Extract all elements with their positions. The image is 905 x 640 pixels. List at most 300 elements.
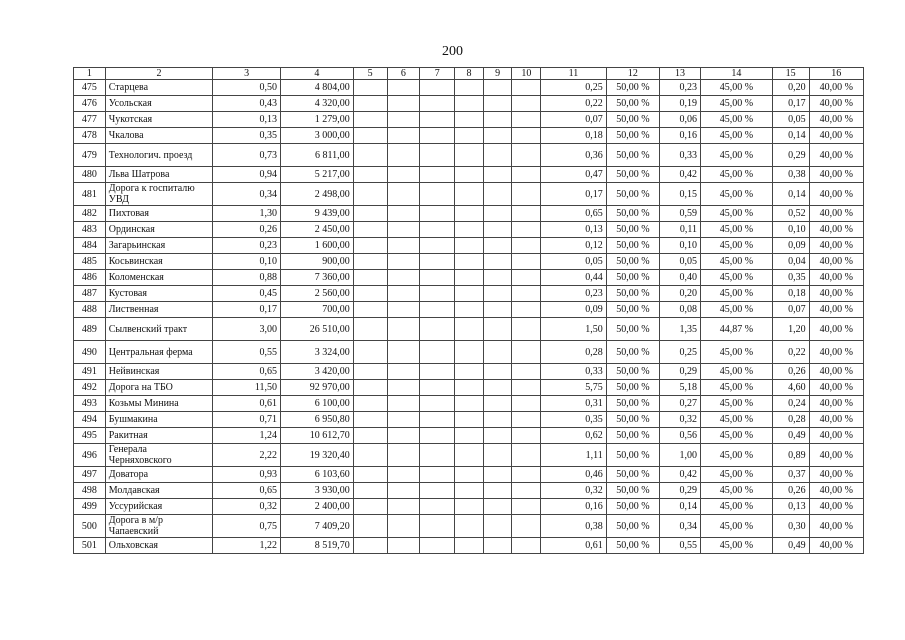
value-cell: 0,89 bbox=[772, 444, 809, 467]
empty-cell bbox=[455, 144, 484, 167]
empty-cell bbox=[512, 380, 541, 396]
value-cell: 50,00 % bbox=[606, 144, 659, 167]
empty-cell bbox=[483, 412, 512, 428]
value-cell: 50,00 % bbox=[606, 128, 659, 144]
value-cell: 0,38 bbox=[541, 515, 607, 538]
value-cell: 0,35 bbox=[213, 128, 281, 144]
street-name-cell: Кустовая bbox=[105, 286, 213, 302]
value-cell: 40,00 % bbox=[809, 183, 863, 206]
empty-cell bbox=[387, 396, 420, 412]
empty-cell bbox=[455, 499, 484, 515]
street-name-cell: Дорога в м/р Чапаевский bbox=[105, 515, 213, 538]
empty-cell bbox=[353, 396, 387, 412]
empty-cell bbox=[387, 96, 420, 112]
empty-cell bbox=[483, 254, 512, 270]
value-cell: 0,09 bbox=[772, 238, 809, 254]
value-cell: 40,00 % bbox=[809, 144, 863, 167]
street-name-cell: Усольская bbox=[105, 96, 213, 112]
value-cell: 1,22 bbox=[213, 538, 281, 554]
empty-cell bbox=[420, 318, 455, 341]
table-row bbox=[74, 112, 864, 128]
value-cell: 40,00 % bbox=[809, 396, 863, 412]
column-number-cell: 10 bbox=[512, 68, 541, 80]
value-cell: 1,24 bbox=[213, 428, 281, 444]
row-number-cell: 489 bbox=[74, 318, 106, 341]
street-name-cell: Чукотская bbox=[105, 112, 213, 128]
value-cell: 2 400,00 bbox=[280, 499, 353, 515]
value-cell: 6 103,60 bbox=[280, 467, 353, 483]
table-row bbox=[74, 483, 864, 499]
street-name-cell: Доватора bbox=[105, 467, 213, 483]
value-cell: 50,00 % bbox=[606, 96, 659, 112]
value-cell: 45,00 % bbox=[701, 302, 773, 318]
empty-cell bbox=[512, 286, 541, 302]
row-number-cell: 485 bbox=[74, 254, 106, 270]
value-cell: 0,46 bbox=[541, 467, 607, 483]
table-row bbox=[74, 96, 864, 112]
value-cell: 0,08 bbox=[660, 302, 701, 318]
row-number-cell: 483 bbox=[74, 222, 106, 238]
value-cell: 0,13 bbox=[213, 112, 281, 128]
value-cell: 0,45 bbox=[213, 286, 281, 302]
empty-cell bbox=[455, 128, 484, 144]
empty-cell bbox=[420, 183, 455, 206]
value-cell: 40,00 % bbox=[809, 412, 863, 428]
value-cell: 40,00 % bbox=[809, 128, 863, 144]
value-cell: 45,00 % bbox=[701, 112, 773, 128]
empty-cell bbox=[420, 254, 455, 270]
value-cell: 5,18 bbox=[660, 380, 701, 396]
value-cell: 0,73 bbox=[213, 144, 281, 167]
value-cell: 50,00 % bbox=[606, 467, 659, 483]
empty-cell bbox=[512, 144, 541, 167]
value-cell: 0,59 bbox=[660, 206, 701, 222]
empty-cell bbox=[420, 238, 455, 254]
value-cell: 0,05 bbox=[541, 254, 607, 270]
value-cell: 45,00 % bbox=[701, 444, 773, 467]
empty-cell bbox=[483, 183, 512, 206]
empty-cell bbox=[420, 396, 455, 412]
empty-cell bbox=[420, 467, 455, 483]
empty-cell bbox=[387, 364, 420, 380]
empty-cell bbox=[483, 396, 512, 412]
value-cell: 0,19 bbox=[660, 96, 701, 112]
empty-cell bbox=[420, 128, 455, 144]
value-cell: 50,00 % bbox=[606, 380, 659, 396]
value-cell: 0,18 bbox=[772, 286, 809, 302]
value-cell: 0,42 bbox=[660, 467, 701, 483]
empty-cell bbox=[455, 341, 484, 364]
value-cell: 6 811,00 bbox=[280, 144, 353, 167]
value-cell: 45,00 % bbox=[701, 412, 773, 428]
empty-cell bbox=[483, 286, 512, 302]
value-cell: 0,13 bbox=[541, 222, 607, 238]
value-cell: 45,00 % bbox=[701, 364, 773, 380]
empty-cell bbox=[512, 318, 541, 341]
value-cell: 50,00 % bbox=[606, 270, 659, 286]
empty-cell bbox=[420, 112, 455, 128]
value-cell: 50,00 % bbox=[606, 444, 659, 467]
empty-cell bbox=[353, 222, 387, 238]
empty-cell bbox=[387, 467, 420, 483]
empty-cell bbox=[387, 380, 420, 396]
value-cell: 0,11 bbox=[660, 222, 701, 238]
empty-cell bbox=[455, 538, 484, 554]
value-cell: 0,09 bbox=[541, 302, 607, 318]
street-name-cell: Загарьинская bbox=[105, 238, 213, 254]
value-cell: 0,20 bbox=[660, 286, 701, 302]
empty-cell bbox=[353, 238, 387, 254]
empty-cell bbox=[455, 302, 484, 318]
value-cell: 0,93 bbox=[213, 467, 281, 483]
value-cell: 0,65 bbox=[213, 483, 281, 499]
value-cell: 0,05 bbox=[660, 254, 701, 270]
empty-cell bbox=[353, 412, 387, 428]
value-cell: 50,00 % bbox=[606, 206, 659, 222]
value-cell: 45,00 % bbox=[701, 183, 773, 206]
value-cell: 50,00 % bbox=[606, 302, 659, 318]
value-cell: 3 930,00 bbox=[280, 483, 353, 499]
row-number-cell: 488 bbox=[74, 302, 106, 318]
value-cell: 700,00 bbox=[280, 302, 353, 318]
value-cell: 45,00 % bbox=[701, 396, 773, 412]
empty-cell bbox=[387, 538, 420, 554]
empty-cell bbox=[420, 80, 455, 96]
value-cell: 0,15 bbox=[660, 183, 701, 206]
empty-cell bbox=[512, 96, 541, 112]
value-cell: 0,26 bbox=[213, 222, 281, 238]
value-cell: 0,75 bbox=[213, 515, 281, 538]
empty-cell bbox=[483, 238, 512, 254]
street-name-cell: Сылвенский тракт bbox=[105, 318, 213, 341]
empty-cell bbox=[483, 222, 512, 238]
value-cell: 40,00 % bbox=[809, 238, 863, 254]
table-row bbox=[74, 144, 864, 167]
column-number-cell: 11 bbox=[541, 68, 607, 80]
empty-cell bbox=[387, 499, 420, 515]
value-cell: 11,50 bbox=[213, 380, 281, 396]
empty-cell bbox=[387, 144, 420, 167]
empty-cell bbox=[387, 206, 420, 222]
empty-cell bbox=[353, 128, 387, 144]
value-cell: 50,00 % bbox=[606, 364, 659, 380]
empty-cell bbox=[420, 515, 455, 538]
value-cell: 45,00 % bbox=[701, 222, 773, 238]
table-row bbox=[74, 183, 864, 206]
value-cell: 50,00 % bbox=[606, 341, 659, 364]
value-cell: 2,22 bbox=[213, 444, 281, 467]
table-row bbox=[74, 380, 864, 396]
value-cell: 92 970,00 bbox=[280, 380, 353, 396]
empty-cell bbox=[353, 302, 387, 318]
value-cell: 45,00 % bbox=[701, 167, 773, 183]
empty-cell bbox=[420, 96, 455, 112]
value-cell: 1 279,00 bbox=[280, 112, 353, 128]
empty-cell bbox=[353, 428, 387, 444]
empty-cell bbox=[420, 364, 455, 380]
street-name-cell: Нейвинская bbox=[105, 364, 213, 380]
street-name-cell: Чкалова bbox=[105, 128, 213, 144]
empty-cell bbox=[483, 80, 512, 96]
empty-cell bbox=[353, 80, 387, 96]
value-cell: 3 420,00 bbox=[280, 364, 353, 380]
value-cell: 0,36 bbox=[541, 144, 607, 167]
empty-cell bbox=[483, 128, 512, 144]
empty-cell bbox=[483, 515, 512, 538]
column-number-cell: 12 bbox=[606, 68, 659, 80]
empty-cell bbox=[455, 412, 484, 428]
empty-cell bbox=[483, 428, 512, 444]
value-cell: 0,52 bbox=[772, 206, 809, 222]
empty-cell bbox=[353, 341, 387, 364]
empty-cell bbox=[420, 538, 455, 554]
value-cell: 0,47 bbox=[541, 167, 607, 183]
empty-cell bbox=[387, 128, 420, 144]
empty-cell bbox=[483, 341, 512, 364]
value-cell: 1,30 bbox=[213, 206, 281, 222]
value-cell: 0,71 bbox=[213, 412, 281, 428]
value-cell: 4,60 bbox=[772, 380, 809, 396]
empty-cell bbox=[420, 167, 455, 183]
document-table-container bbox=[73, 67, 864, 554]
empty-cell bbox=[353, 467, 387, 483]
value-cell: 0,23 bbox=[660, 80, 701, 96]
empty-cell bbox=[455, 222, 484, 238]
empty-cell bbox=[353, 444, 387, 467]
empty-cell bbox=[353, 183, 387, 206]
column-number-cell: 16 bbox=[809, 68, 863, 80]
table-row bbox=[74, 270, 864, 286]
table-row bbox=[74, 286, 864, 302]
value-cell: 0,49 bbox=[772, 428, 809, 444]
empty-cell bbox=[420, 444, 455, 467]
empty-cell bbox=[483, 206, 512, 222]
empty-cell bbox=[420, 341, 455, 364]
empty-cell bbox=[512, 396, 541, 412]
value-cell: 45,00 % bbox=[701, 238, 773, 254]
value-cell: 50,00 % bbox=[606, 112, 659, 128]
value-cell: 0,37 bbox=[772, 467, 809, 483]
table-row bbox=[74, 396, 864, 412]
value-cell: 0,14 bbox=[772, 183, 809, 206]
street-name-cell: Козьмы Минина bbox=[105, 396, 213, 412]
empty-cell bbox=[387, 254, 420, 270]
value-cell: 26 510,00 bbox=[280, 318, 353, 341]
empty-cell bbox=[353, 483, 387, 499]
value-cell: 40,00 % bbox=[809, 483, 863, 499]
street-name-cell: Льва Шатрова bbox=[105, 167, 213, 183]
empty-cell bbox=[455, 96, 484, 112]
value-cell: 0,05 bbox=[772, 112, 809, 128]
value-cell: 44,87 % bbox=[701, 318, 773, 341]
empty-cell bbox=[455, 318, 484, 341]
table-row bbox=[74, 302, 864, 318]
empty-cell bbox=[420, 270, 455, 286]
column-number-cell: 7 bbox=[420, 68, 455, 80]
roads-table bbox=[73, 67, 864, 554]
value-cell: 45,00 % bbox=[701, 128, 773, 144]
empty-cell bbox=[483, 444, 512, 467]
street-name-cell: Уссурийская bbox=[105, 499, 213, 515]
value-cell: 0,22 bbox=[772, 341, 809, 364]
value-cell: 0,06 bbox=[660, 112, 701, 128]
table-row bbox=[74, 238, 864, 254]
empty-cell bbox=[420, 483, 455, 499]
row-number-cell: 494 bbox=[74, 412, 106, 428]
empty-cell bbox=[387, 412, 420, 428]
column-number-cell: 14 bbox=[701, 68, 773, 80]
row-number-cell: 486 bbox=[74, 270, 106, 286]
empty-cell bbox=[483, 96, 512, 112]
empty-cell bbox=[483, 499, 512, 515]
column-number-cell: 15 bbox=[772, 68, 809, 80]
empty-cell bbox=[353, 515, 387, 538]
column-number-row bbox=[74, 68, 864, 80]
empty-cell bbox=[483, 467, 512, 483]
empty-cell bbox=[512, 341, 541, 364]
value-cell: 1,20 bbox=[772, 318, 809, 341]
value-cell: 0,62 bbox=[541, 428, 607, 444]
value-cell: 0,22 bbox=[541, 96, 607, 112]
empty-cell bbox=[420, 499, 455, 515]
value-cell: 0,61 bbox=[541, 538, 607, 554]
empty-cell bbox=[353, 380, 387, 396]
value-cell: 40,00 % bbox=[809, 538, 863, 554]
value-cell: 0,49 bbox=[772, 538, 809, 554]
empty-cell bbox=[512, 467, 541, 483]
row-number-cell: 490 bbox=[74, 341, 106, 364]
row-number-cell: 484 bbox=[74, 238, 106, 254]
street-name-cell: Старцева bbox=[105, 80, 213, 96]
value-cell: 0,61 bbox=[213, 396, 281, 412]
value-cell: 50,00 % bbox=[606, 499, 659, 515]
row-number-cell: 478 bbox=[74, 128, 106, 144]
empty-cell bbox=[455, 428, 484, 444]
street-name-cell: Пихтовая bbox=[105, 206, 213, 222]
column-number-cell: 8 bbox=[455, 68, 484, 80]
empty-cell bbox=[455, 444, 484, 467]
table-row bbox=[74, 318, 864, 341]
empty-cell bbox=[483, 270, 512, 286]
value-cell: 0,17 bbox=[213, 302, 281, 318]
column-number-cell: 2 bbox=[105, 68, 213, 80]
empty-cell bbox=[512, 364, 541, 380]
value-cell: 0,04 bbox=[772, 254, 809, 270]
empty-cell bbox=[387, 341, 420, 364]
empty-cell bbox=[512, 112, 541, 128]
value-cell: 50,00 % bbox=[606, 254, 659, 270]
empty-cell bbox=[387, 483, 420, 499]
value-cell: 0,20 bbox=[772, 80, 809, 96]
empty-cell bbox=[512, 238, 541, 254]
empty-cell bbox=[512, 428, 541, 444]
empty-cell bbox=[483, 483, 512, 499]
table-row bbox=[74, 412, 864, 428]
column-number-cell: 9 bbox=[483, 68, 512, 80]
value-cell: 7 409,20 bbox=[280, 515, 353, 538]
street-name-cell: Генерала Черняховского bbox=[105, 444, 213, 467]
value-cell: 45,00 % bbox=[701, 538, 773, 554]
empty-cell bbox=[512, 538, 541, 554]
value-cell: 19 320,40 bbox=[280, 444, 353, 467]
value-cell: 9 439,00 bbox=[280, 206, 353, 222]
value-cell: 40,00 % bbox=[809, 302, 863, 318]
value-cell: 0,14 bbox=[772, 128, 809, 144]
value-cell: 0,28 bbox=[541, 341, 607, 364]
value-cell: 0,17 bbox=[772, 96, 809, 112]
empty-cell bbox=[387, 515, 420, 538]
value-cell: 50,00 % bbox=[606, 483, 659, 499]
value-cell: 45,00 % bbox=[701, 270, 773, 286]
empty-cell bbox=[353, 499, 387, 515]
empty-cell bbox=[387, 80, 420, 96]
row-number-cell: 498 bbox=[74, 483, 106, 499]
value-cell: 40,00 % bbox=[809, 270, 863, 286]
value-cell: 45,00 % bbox=[701, 428, 773, 444]
table-row bbox=[74, 538, 864, 554]
value-cell: 0,13 bbox=[772, 499, 809, 515]
column-number-cell: 4 bbox=[280, 68, 353, 80]
value-cell: 0,32 bbox=[660, 412, 701, 428]
row-number-cell: 475 bbox=[74, 80, 106, 96]
value-cell: 45,00 % bbox=[701, 499, 773, 515]
value-cell: 0,55 bbox=[660, 538, 701, 554]
empty-cell bbox=[455, 515, 484, 538]
empty-cell bbox=[512, 222, 541, 238]
value-cell: 40,00 % bbox=[809, 222, 863, 238]
page-number: 200 bbox=[442, 44, 463, 59]
table-row bbox=[74, 80, 864, 96]
value-cell: 1 600,00 bbox=[280, 238, 353, 254]
row-number-cell: 500 bbox=[74, 515, 106, 538]
table-row bbox=[74, 128, 864, 144]
value-cell: 50,00 % bbox=[606, 238, 659, 254]
value-cell: 0,26 bbox=[772, 483, 809, 499]
value-cell: 2 560,00 bbox=[280, 286, 353, 302]
value-cell: 40,00 % bbox=[809, 167, 863, 183]
value-cell: 0,27 bbox=[660, 396, 701, 412]
empty-cell bbox=[420, 428, 455, 444]
value-cell: 50,00 % bbox=[606, 286, 659, 302]
value-cell: 0,29 bbox=[660, 364, 701, 380]
empty-cell bbox=[387, 167, 420, 183]
street-name-cell: Центральная ферма bbox=[105, 341, 213, 364]
street-name-cell: Технологич. проезд bbox=[105, 144, 213, 167]
value-cell: 4 804,00 bbox=[280, 80, 353, 96]
row-number-cell: 499 bbox=[74, 499, 106, 515]
value-cell: 45,00 % bbox=[701, 380, 773, 396]
value-cell: 0,10 bbox=[213, 254, 281, 270]
street-name-cell: Бушмакина bbox=[105, 412, 213, 428]
value-cell: 50,00 % bbox=[606, 538, 659, 554]
value-cell: 0,30 bbox=[772, 515, 809, 538]
empty-cell bbox=[455, 483, 484, 499]
value-cell: 45,00 % bbox=[701, 254, 773, 270]
value-cell: 0,88 bbox=[213, 270, 281, 286]
table-row bbox=[74, 499, 864, 515]
empty-cell bbox=[483, 318, 512, 341]
table-row bbox=[74, 515, 864, 538]
value-cell: 40,00 % bbox=[809, 80, 863, 96]
value-cell: 50,00 % bbox=[606, 318, 659, 341]
empty-cell bbox=[353, 206, 387, 222]
value-cell: 0,24 bbox=[772, 396, 809, 412]
column-number-cell: 5 bbox=[353, 68, 387, 80]
empty-cell bbox=[387, 270, 420, 286]
empty-cell bbox=[483, 112, 512, 128]
value-cell: 0,50 bbox=[213, 80, 281, 96]
value-cell: 0,25 bbox=[541, 80, 607, 96]
